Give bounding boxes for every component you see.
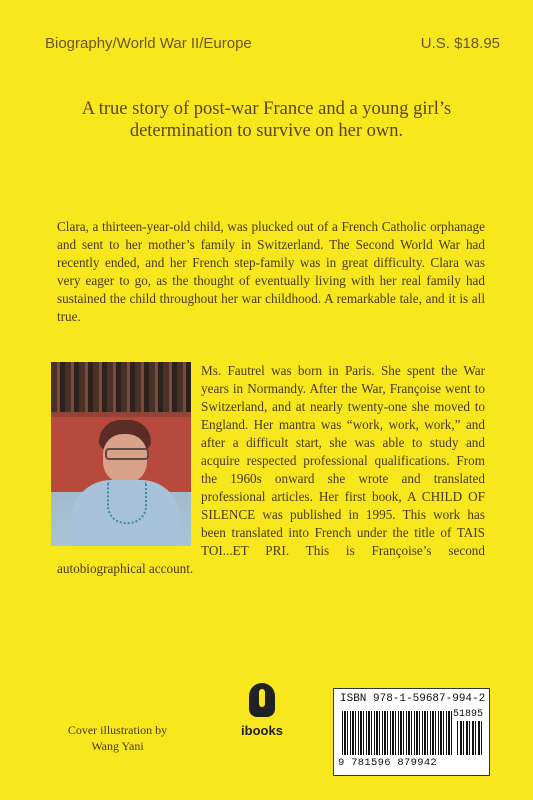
author-bio-paragraph xyxy=(57,362,485,578)
ean-text: 9 781596 879942 xyxy=(338,757,438,769)
cover-credit: Cover illustration by Wang Yani xyxy=(67,723,168,753)
barcode-addon-text: 51895 xyxy=(452,709,483,720)
category-label: Biography/World War II/Europe xyxy=(45,35,252,52)
publisher-logo xyxy=(238,683,286,749)
synopsis-paragraph: Clara, a thirteen-year-old child, was plucked out of a French Catholic orphanage and sent to her mother’s family in Switzerland. The Second World War had recently ended, and her French step-family was in great difficulty. Clara was very eager to go, as the thought of eventually living with her real family had sustained the child throughout her war childhood. A remarkable tale, and it is all true. xyxy=(57,219,485,324)
author-photo xyxy=(51,362,191,546)
author-bio-text: Ms. Fautrel was born in Paris. She spent the War years in Normandy. After the War, Françoise went to Switzerland, and at nearly twenty-one she moved to England. Her mantra was “work, work, work,” and after a difficult start, she was able to study and acquire respected professional qualifications. From the 1960s onward she wrote and translated professional articles. Her first book, A CHILD OF SILENCE was published in 1995. This work has been translated into French under the title of TAIS TOI...ET PRI. This is Françoise’s second autobiographical account. xyxy=(57,363,485,576)
barcode-addon-bars xyxy=(457,721,483,755)
isbn-text: ISBN 978-1-59687-994-2 xyxy=(340,693,486,705)
barcode xyxy=(333,688,490,776)
price-label: U.S. $18.95 xyxy=(420,35,500,52)
publisher-name: ibooks xyxy=(241,723,283,738)
tagline: A true story of post-war France and a young girl’s determination to survive on her own. xyxy=(81,99,452,141)
lightbulb-i-icon xyxy=(249,683,275,717)
barcode-bars xyxy=(342,711,452,755)
